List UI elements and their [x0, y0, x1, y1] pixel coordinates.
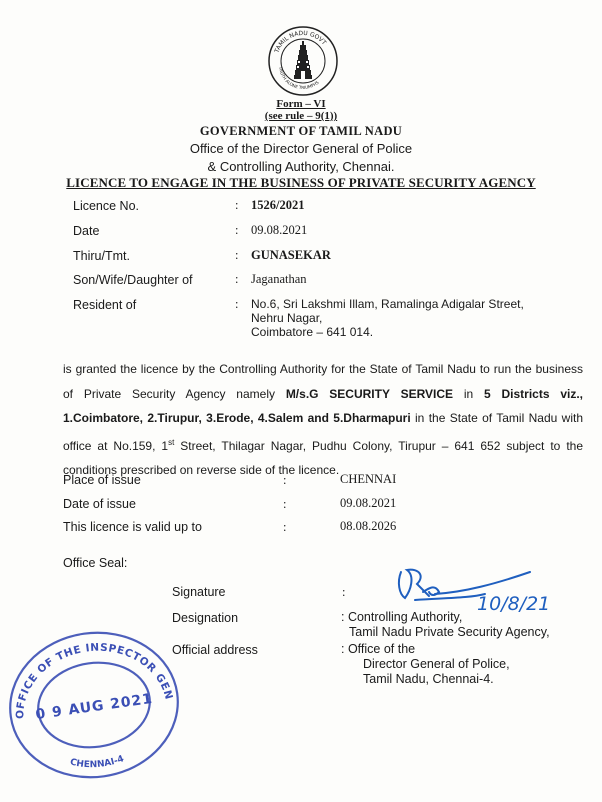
svg-text:TRUTH ALONE TRIUMPHS: TRUTH ALONE TRIUMPHS: [278, 66, 320, 91]
body-text: in the State of Tamil Nadu with office at No.159, 1: [63, 411, 584, 453]
licence-no-label: Licence No.: [73, 199, 140, 213]
districts-list: 5 Districts viz., 1.Coimbatore, 2.Tirupur, 3.Erode, 4.Salem and 5.Dharmapuri: [63, 386, 583, 425]
colon: :: [235, 272, 239, 286]
colon: :: [283, 497, 287, 511]
office-line-2: & Controlling Authority, Chennai.: [207, 159, 395, 174]
resident-label: Resident of: [73, 298, 137, 312]
address-line-1: : Office of the: [341, 642, 416, 656]
date-label: Date: [73, 224, 100, 238]
official-address-value: [341, 642, 510, 687]
date-value: 09.08.2021: [251, 223, 308, 237]
resident-address: [251, 297, 524, 339]
colon: :: [235, 223, 239, 237]
colon: :: [235, 297, 239, 311]
date-of-issue-value: 09.08.2021: [340, 496, 397, 510]
designation-line-2: Tamil Nadu Private Security Agency,: [349, 625, 550, 639]
place-of-issue-value: CHENNAI: [340, 472, 397, 486]
office-seal-label: Office Seal:: [63, 556, 128, 570]
date-of-issue-label: Date of issue: [63, 497, 136, 511]
valid-up-to-label: This licence is valid up to: [63, 520, 202, 534]
stamp-ring-text: OFFICE OF THE INSPECTOR GENERAL: [14, 641, 175, 720]
ordinal-sup: st: [168, 437, 175, 447]
svg-text:CHENNAI-4: [68, 750, 126, 774]
address-line-2: Nehru Nagar,: [251, 311, 323, 325]
colon: :: [283, 520, 287, 534]
address-line-3: Coimbatore – 641 014.: [251, 325, 374, 339]
licence-body-paragraph: [63, 357, 583, 483]
document-title: LICENCE TO ENGAGE IN THE BUSINESS OF PRIVATE SECURITY AGENCY: [66, 175, 536, 190]
place-of-issue-label: Place of issue: [63, 473, 141, 487]
designation-label: Designation: [172, 611, 239, 625]
signature-label: Signature: [172, 585, 226, 599]
tamil-nadu-emblem: [267, 25, 339, 97]
agency-name: M/s.G SECURITY SERVICE: [285, 386, 454, 401]
name-value: GUNASEKAR: [251, 248, 331, 262]
stamp-date: 0 9 AUG 2021: [34, 690, 154, 724]
colon: :: [235, 248, 239, 262]
government-heading: GOVERNMENT OF TAMIL NADU: [199, 124, 403, 138]
colon: :: [342, 585, 346, 599]
relation-value: Jaganathan: [251, 272, 307, 286]
official-address-label: Official address: [172, 643, 258, 657]
valid-up-to-value: 08.08.2026: [340, 519, 397, 533]
body-text: in: [453, 386, 484, 401]
address-line-3: Tamil Nadu, Chennai-4.: [363, 672, 494, 686]
colon: :: [283, 473, 287, 487]
colon: :: [235, 198, 239, 212]
rule-reference: (see rule – 9(1)): [264, 110, 338, 122]
stamp-city: CHENNAI-4: [68, 754, 126, 771]
svg-text:TAMIL NADU GOVT: TAMIL NADU GOVT: [273, 29, 328, 54]
body-text: Street, Thilagar Nagar, Pudhu Colony, Tirupur – 641 652 subject to the conditions prescribed on reverse side of the licence.: [63, 438, 583, 477]
office-stamp: [0, 625, 185, 785]
designation-line-1: : Controlling Authority,: [341, 610, 463, 624]
address-line-2: Director General of Police,: [363, 657, 510, 671]
thiru-label: Thiru/Tmt.: [73, 249, 130, 263]
handwritten-date: 10/8/21: [477, 593, 551, 615]
licence-no-value: 1526/2021: [251, 198, 305, 212]
designation-value: [341, 610, 550, 640]
relation-label: Son/Wife/Daughter of: [73, 273, 193, 287]
office-line-1: Office of the Director General of Police: [189, 141, 413, 156]
form-number: Form – VI: [276, 98, 326, 110]
body-text: is granted the licence by the Controlling Authority for the State of Tamil Nadu to run the business of Private Security Agency namely: [63, 362, 583, 401]
address-line-1: No.6, Sri Lakshmi Illam, Ramalinga Adigalar Street,: [251, 297, 524, 311]
handwritten-signature: [385, 562, 575, 617]
